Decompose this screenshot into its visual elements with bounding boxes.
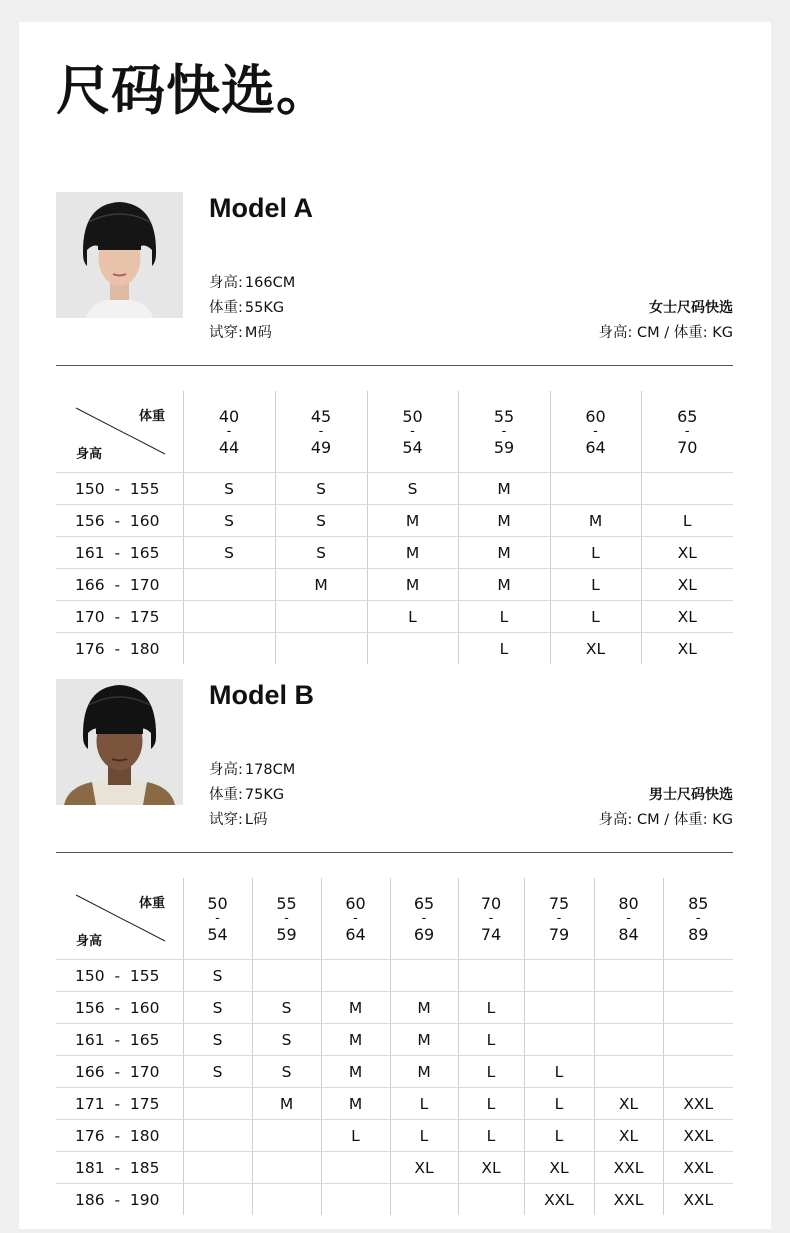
table-corner [56,391,183,473]
size-cell: M [367,569,458,601]
size-cell [663,1056,733,1088]
size-cell: M [321,1088,390,1120]
size-cell [275,633,367,665]
size-cell: M [252,1088,321,1120]
table-row [56,992,733,1024]
size-cell: L [390,1120,458,1152]
size-cell [183,633,275,665]
size-cell: XL [641,601,733,633]
model-b-try-size: 试穿: L码 [209,812,268,828]
size-cell: XXL [663,1088,733,1120]
height-range: 156 - 160 [56,505,183,537]
model-a-portrait-illustration [56,192,183,318]
size-cell: L [390,1088,458,1120]
size-cell: S [183,1024,252,1056]
size-cell: M [458,569,550,601]
height-range: 156 - 160 [56,992,183,1024]
size-cell: XL [524,1152,594,1184]
size-cell [183,1152,252,1184]
weight-range: 65 - 70 [641,391,733,473]
model-a-photo [56,192,183,318]
size-cell: L [550,537,641,569]
size-cell: XL [594,1120,663,1152]
size-cell: S [252,1056,321,1088]
height-range: 171 - 175 [56,1088,183,1120]
size-cell [183,601,275,633]
height-range: 186 - 190 [75,1190,160,1209]
table-row [56,1088,733,1120]
size-cell: M [458,473,550,505]
size-cell [458,1184,524,1216]
model-a-height: 身高: 166CM [209,275,296,291]
size-cell: S [183,960,252,992]
size-cell: M [321,1056,390,1088]
size-cell [321,1152,390,1184]
size-cell: M [390,1024,458,1056]
size-cell: L [458,1120,524,1152]
model-a-size-table [56,391,733,664]
size-cell: XL [594,1088,663,1120]
size-cell: M [390,1056,458,1088]
model-a-fit-title: 女士尺码快选 [649,300,733,316]
table-row [56,505,733,537]
size-cell: L [458,633,550,665]
size-cell: XL [458,1152,524,1184]
weight-range: 80 - 84 [594,878,663,960]
size-cell [594,960,663,992]
weight-range: 75 - 79 [524,878,594,960]
size-cell: L [458,1088,524,1120]
model-b-height: 身高: 178CM [209,762,296,778]
weight-range: 60 - 64 [550,391,641,473]
size-cell [663,1024,733,1056]
size-cell [252,1184,321,1216]
size-cell: S [183,537,275,569]
size-cell: S [275,537,367,569]
size-cell: L [458,992,524,1024]
model-a-name: Model A [209,193,313,223]
height-range: 176 - 180 [56,1120,183,1152]
size-cell: L [524,1056,594,1088]
height-range: 181 - 185 [56,1152,183,1184]
size-cell [252,1120,321,1152]
size-cell: L [641,505,733,537]
size-cell: M [321,992,390,1024]
weight-range: 50 - 54 [367,391,458,473]
corner-weight-label: 体重 [138,896,165,911]
size-cell [390,1184,458,1216]
size-cell: XL [641,569,733,601]
size-cell: L [367,601,458,633]
size-cell [183,1120,252,1152]
size-cell: S [252,1024,321,1056]
model-b-fit-title: 男士尺码快选 [649,787,733,803]
height-range: 166 - 170 [56,569,183,601]
height-range: 166 - 170 [56,1056,183,1088]
size-cell [524,992,594,1024]
size-cell: XL [641,537,733,569]
size-cell: XXL [594,1152,663,1184]
weight-range: 55 - 59 [458,391,550,473]
model-b-size-table [56,878,733,1215]
size-cell: XL [641,633,733,665]
size-cell [594,1024,663,1056]
table-row [56,960,733,992]
size-cell [252,1152,321,1184]
table-row [56,1152,733,1184]
size-cell: L [524,1088,594,1120]
weight-range: 65 - 69 [390,878,458,960]
height-range: 176 - 180 [75,639,160,658]
weight-range: 60 - 64 [321,878,390,960]
height-range: 170 - 175 [56,601,183,633]
size-cell [275,601,367,633]
corner-height-label: 身高 [76,447,103,462]
corner-height-label: 身高 [76,934,103,949]
table-row [56,601,733,633]
size-cell: M [367,505,458,537]
model-b-units: 身高: CM / 体重: KG [598,812,733,828]
table-row [56,633,733,665]
height-range: 150 - 155 [56,960,183,992]
size-cell: XXL [663,1120,733,1152]
model-b-divider [56,852,733,853]
table-row [56,537,733,569]
size-cell [458,960,524,992]
size-cell [252,960,321,992]
weight-range: 40 - 44 [183,391,275,473]
size-cell [524,960,594,992]
size-cell: S [275,505,367,537]
weight-range: 45 - 49 [275,391,367,473]
weight-range: 85 - 89 [663,878,733,960]
height-range: 161 - 165 [56,537,183,569]
size-cell: S [183,505,275,537]
size-cell [321,1184,390,1216]
table-row [56,1056,733,1088]
size-cell: L [458,1056,524,1088]
model-a-units: 身高: CM / 体重: KG [598,325,733,341]
size-cell: XL [390,1152,458,1184]
size-cell: M [458,505,550,537]
size-cell: M [390,992,458,1024]
model-b-photo [56,679,183,805]
size-cell: M [275,569,367,601]
model-b-portrait-illustration [56,679,183,805]
size-cell [321,960,390,992]
table-header-row [56,878,733,960]
table-header-row [56,391,733,473]
size-cell [183,1184,252,1216]
size-cell: L [458,1024,524,1056]
size-cell: XXL [594,1184,663,1216]
size-cell [594,992,663,1024]
corner-weight-label: 体重 [138,409,165,424]
size-cell: S [367,473,458,505]
weight-range: 55 - 59 [252,878,321,960]
height-range: 150 - 155 [56,473,183,505]
size-cell: L [550,569,641,601]
size-cell: S [183,1056,252,1088]
size-cell: XXL [524,1184,594,1216]
height-range: 161 - 165 [56,1024,183,1056]
model-a-section [56,192,733,658]
model-a-weight: 体重: 55KG [209,300,285,316]
model-b-weight: 体重: 75KG [209,787,285,803]
size-cell [524,1024,594,1056]
size-cell [641,473,733,505]
model-b-section [56,679,733,1219]
size-cell: S [252,992,321,1024]
size-cell: M [550,505,641,537]
model-a-try-size: 试穿: M码 [209,325,272,341]
size-guide-card [19,22,771,1229]
size-cell: XL [550,633,641,665]
size-cell [390,960,458,992]
size-cell [663,960,733,992]
page-title: 尺码快选。 [56,59,331,122]
size-cell: XXL [663,1184,733,1216]
size-cell: L [524,1120,594,1152]
size-cell: M [321,1024,390,1056]
size-cell: M [367,537,458,569]
weight-range: 70 - 74 [458,878,524,960]
table-row [56,1120,733,1152]
table-row [56,473,733,505]
model-a-divider [56,365,733,366]
size-cell [183,1088,252,1120]
model-b-name: Model B [209,680,314,710]
size-cell: L [458,601,550,633]
size-cell [183,569,275,601]
size-cell: M [458,537,550,569]
size-cell: L [550,601,641,633]
size-cell [367,633,458,665]
size-cell: L [321,1120,390,1152]
size-cell: S [183,473,275,505]
size-cell: S [275,473,367,505]
size-cell: XXL [663,1152,733,1184]
size-cell: S [183,992,252,1024]
size-cell [594,1056,663,1088]
size-cell [663,992,733,1024]
table-row [56,1184,733,1216]
table-corner [56,878,183,960]
weight-range: 50 - 54 [183,878,252,960]
table-row [56,569,733,601]
size-cell [550,473,641,505]
table-row [56,1024,733,1056]
